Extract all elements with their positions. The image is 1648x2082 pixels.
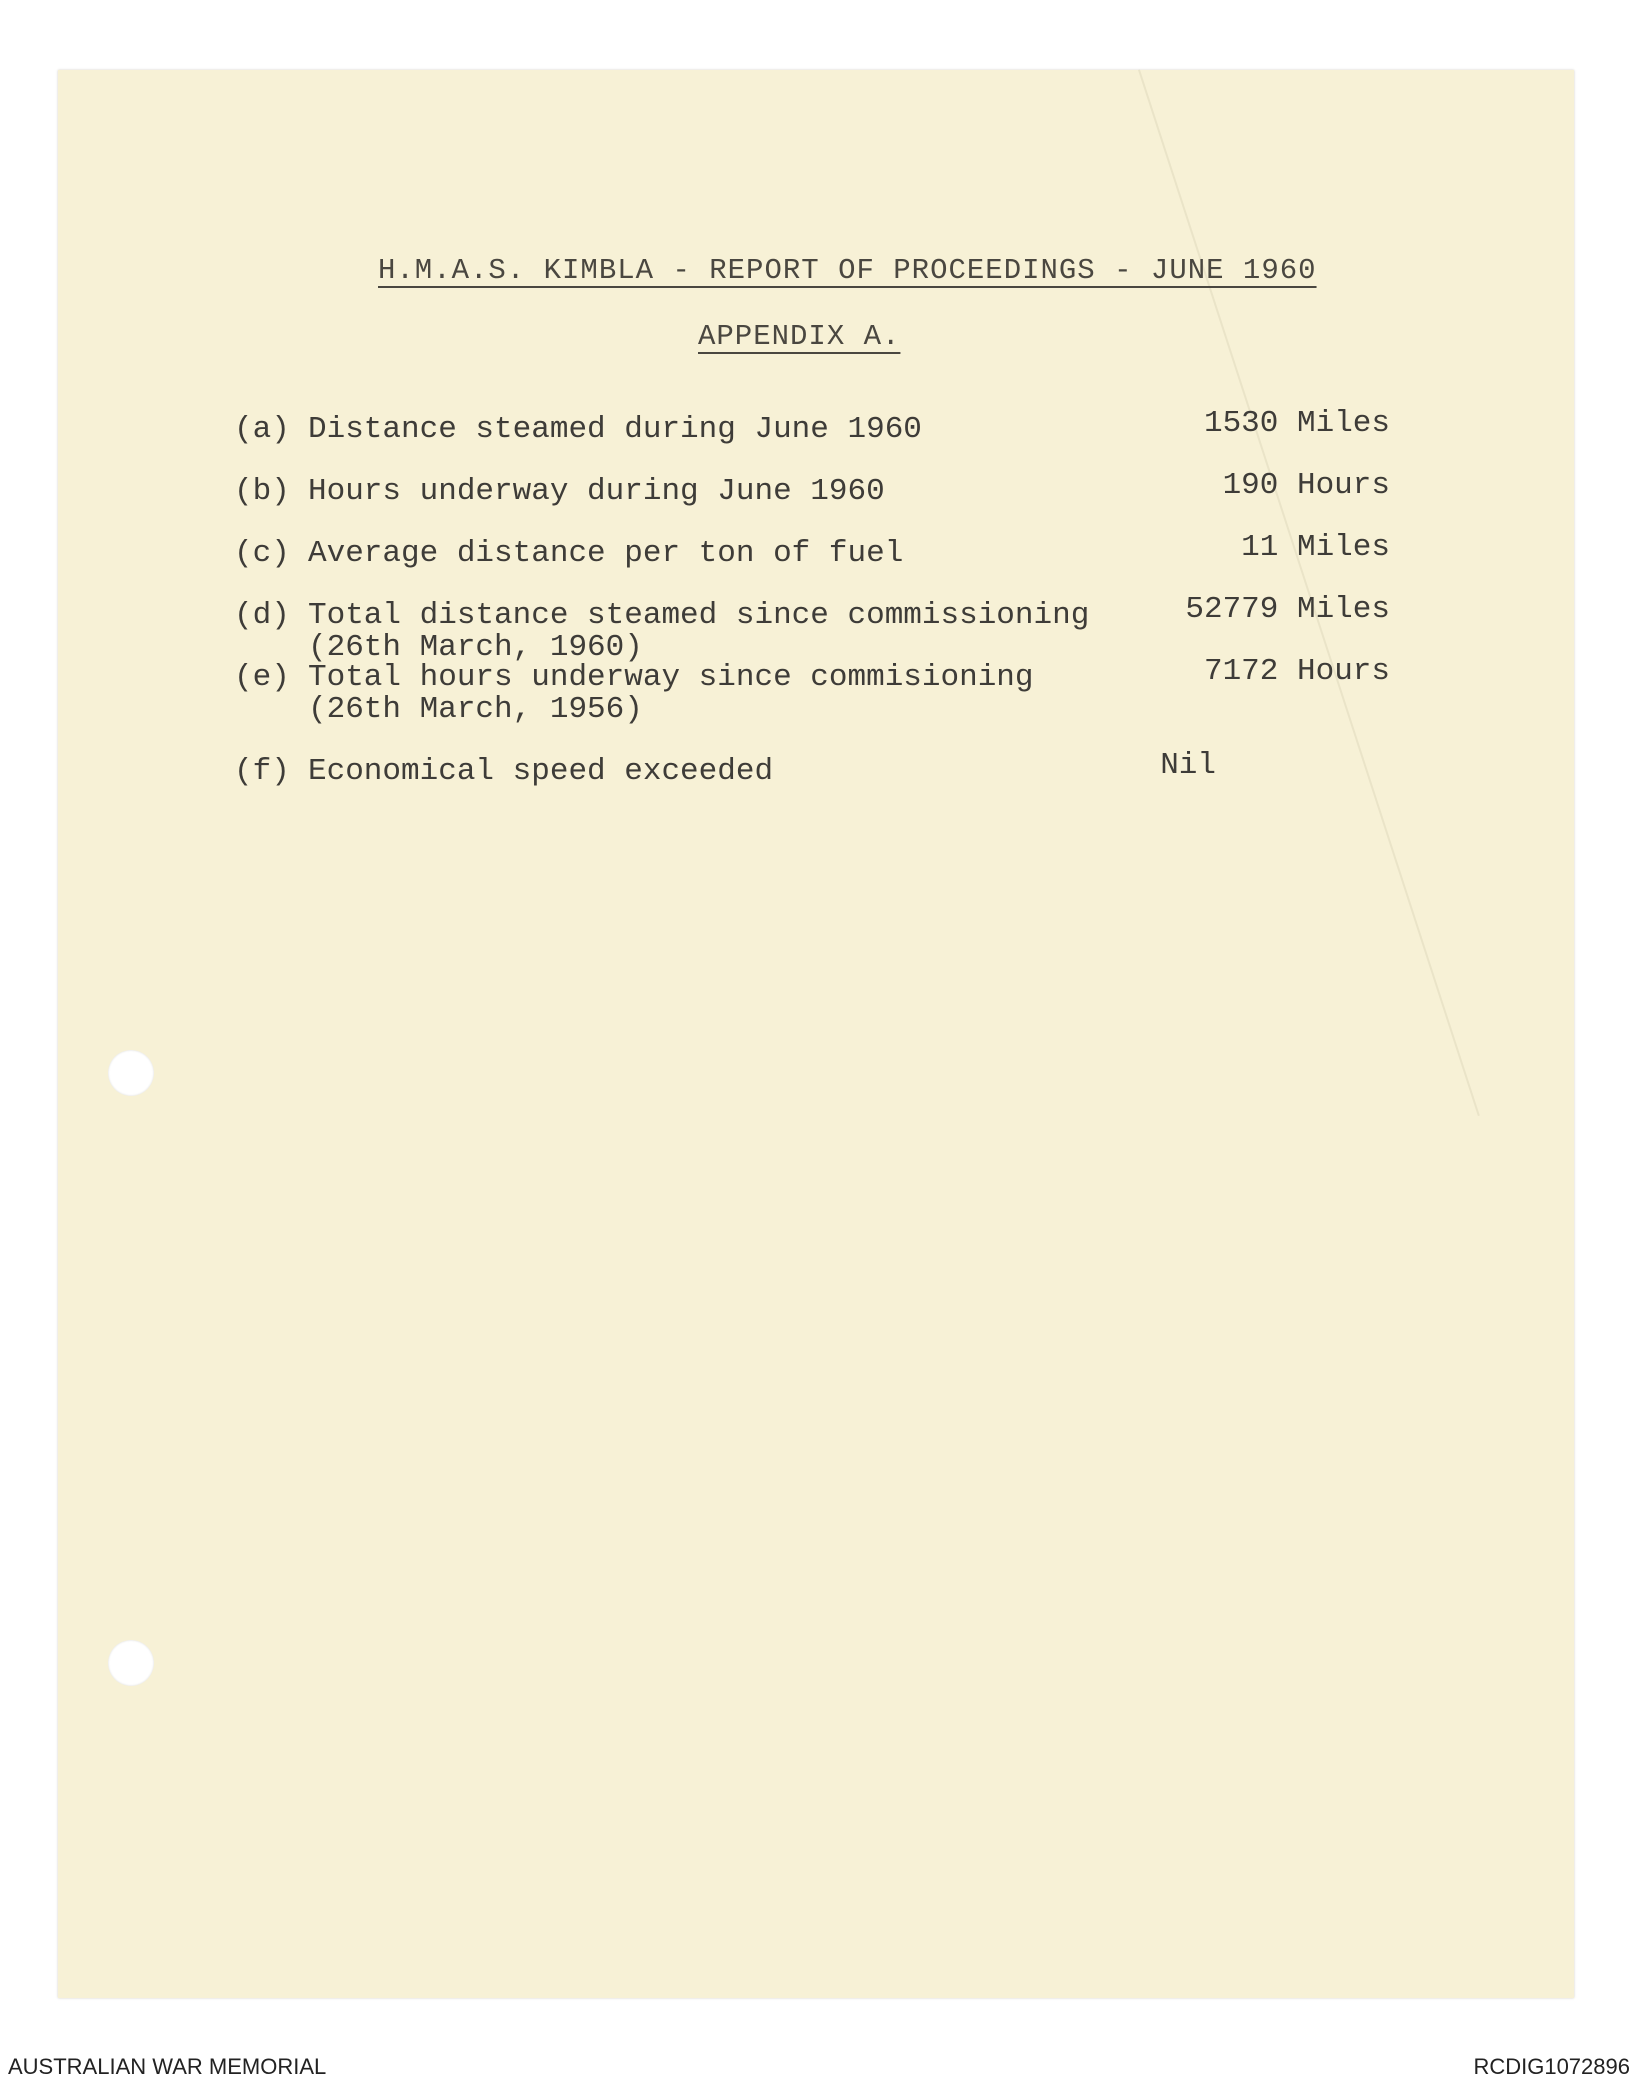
item-value: 7172 Hours [1203,654,1390,689]
item-letter: (d) [234,598,290,633]
appendix-heading: APPENDIX A. [698,320,901,353]
item-description: Distance steamed during June 1960 [308,412,922,447]
document-page [58,70,1574,1998]
item-letter: (f) [234,754,290,789]
item-description-main: Total hours underway since commisioning [308,660,1034,695]
report-title: H.M.A.S. KIMBLA - REPORT OF PROCEEDINGS - JUNE 1960 [378,254,1317,287]
item-description-main: Total distance steamed since commissioning [308,598,1090,633]
footer-institution: AUSTRALIAN WAR MEMORIAL [8,2054,327,2079]
item-description: Average distance per ton of fuel [308,536,904,571]
item-letter: (a) [234,412,290,447]
item-description-date: (26th March, 1956) [308,692,643,727]
item-value: 11 Miles [1241,530,1390,565]
item-letter: (e) [234,660,290,695]
item-value: 1530 Miles [1203,406,1390,441]
item-letter: (b) [234,474,290,509]
item-description: Economical speed exceeded [308,754,774,789]
item-description-date: (26th March, 1960) [308,630,643,665]
item-value: 190 Hours [1222,468,1390,503]
item-description: Hours underway during June 1960 [308,474,885,509]
item-value: Nil [1160,748,1216,783]
punch-hole-top [108,1050,154,1096]
punch-hole-bottom [108,1640,154,1686]
item-value: 52779 Miles [1185,592,1390,627]
item-letter: (c) [234,536,290,571]
footer-record-id: RCDIG1072896 [1473,2054,1630,2079]
